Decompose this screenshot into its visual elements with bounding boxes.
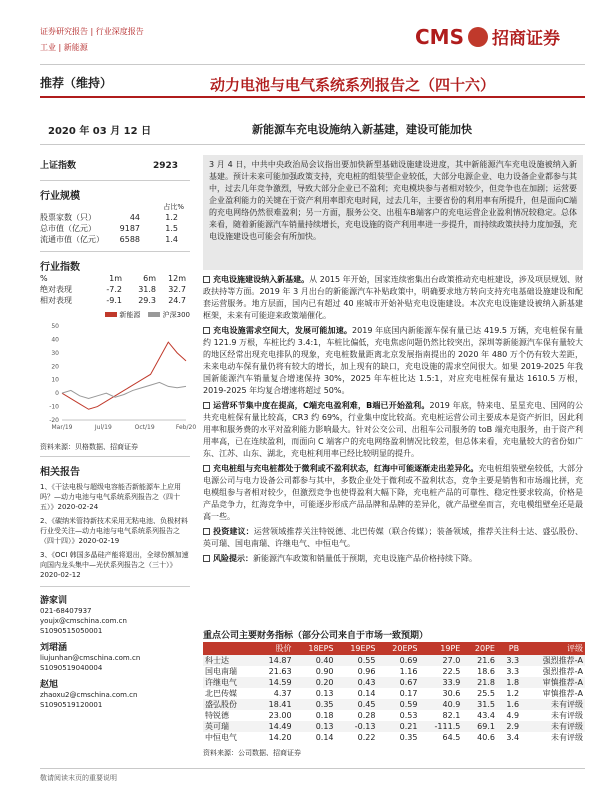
table-cell: 0.90 bbox=[315, 667, 334, 676]
table-cell: 33.9 bbox=[419, 677, 462, 688]
bullet-item bbox=[203, 325, 583, 397]
table-cell: 未有评级 bbox=[551, 711, 583, 720]
table-header-cell: 20EPS bbox=[377, 642, 419, 655]
chart-legend bbox=[40, 310, 190, 320]
industry-size-table bbox=[40, 212, 190, 245]
bullet-heading: 投资建议： bbox=[213, 527, 254, 536]
logo-circle-icon bbox=[468, 27, 488, 47]
table-cell: 3.3 bbox=[497, 655, 521, 666]
financial-table bbox=[203, 642, 585, 743]
table-title: 重点公司主要财务指标（部分公司来自于市场一致预期） bbox=[203, 631, 429, 641]
table-cell: 18.6 bbox=[477, 667, 495, 676]
bullet-heading: 充电设施需求空间大，发展可能加速。 bbox=[213, 326, 353, 335]
analyst-block bbox=[40, 677, 190, 710]
y-tick-label: 0 bbox=[55, 390, 59, 398]
related-list bbox=[40, 482, 190, 580]
table-cell: 43.4 bbox=[477, 711, 495, 720]
square-bullet-icon bbox=[203, 276, 210, 283]
table-cell: 69.1 bbox=[462, 721, 497, 732]
analyst-id: S1090519120001 bbox=[40, 701, 103, 709]
index-row bbox=[40, 160, 190, 172]
size-row bbox=[40, 223, 190, 234]
industry-size-title: 行业规模 bbox=[40, 191, 80, 202]
index-cell: 29.3 bbox=[138, 296, 156, 305]
table-cell: 0.35 bbox=[399, 733, 418, 742]
table-cell: 3.4 bbox=[506, 733, 520, 742]
table-cell: 未有评级 bbox=[521, 699, 585, 710]
divider bbox=[40, 456, 190, 457]
table-header-cell: 19EPS bbox=[336, 642, 378, 655]
analyst-block bbox=[40, 593, 190, 636]
table-row bbox=[203, 732, 585, 743]
index-head-cell: 6m bbox=[143, 274, 156, 283]
table-cell: 0.43 bbox=[336, 677, 378, 688]
table-cell: 40.6 bbox=[477, 733, 495, 742]
index-row bbox=[40, 295, 190, 306]
size-cell: 总市值（亿元） bbox=[40, 224, 96, 233]
table-cell: 0.40 bbox=[294, 655, 336, 666]
table-header-row bbox=[203, 642, 585, 655]
size-cell: 9187 bbox=[119, 224, 140, 233]
table-cell: 25.5 bbox=[477, 689, 495, 698]
table-cell: 4.9 bbox=[506, 711, 520, 720]
table-cell: 0.59 bbox=[377, 699, 419, 710]
table-cell: 审慎推荐-A bbox=[542, 689, 583, 698]
table-cell: 中恒电气 bbox=[205, 733, 237, 742]
table-cell: 14.20 bbox=[268, 733, 292, 742]
analyst-list bbox=[40, 593, 190, 710]
table-cell: 0.53 bbox=[399, 711, 418, 720]
table-row bbox=[203, 699, 585, 710]
series-line-0 bbox=[62, 342, 186, 409]
index-chart bbox=[40, 320, 197, 440]
y-tick-label: -20 bbox=[49, 417, 59, 424]
table-cell: 21.6 bbox=[462, 655, 497, 666]
bullet-item bbox=[203, 274, 583, 322]
table-header-cell bbox=[203, 642, 255, 655]
index-cell: 31.8 bbox=[138, 285, 156, 294]
bullet-item bbox=[203, 526, 583, 550]
table-cell: 强烈推荐-A bbox=[521, 655, 585, 666]
bullet-item bbox=[203, 463, 583, 523]
size-cell: 1.2 bbox=[165, 213, 178, 222]
rating: 推荐（维持） bbox=[40, 76, 113, 90]
index-row bbox=[40, 284, 190, 295]
table-cell: 3.3 bbox=[506, 667, 520, 676]
table-cell: 14.49 bbox=[255, 721, 294, 732]
x-tick-label: Jul/19 bbox=[94, 424, 112, 431]
summary-box: 3 月 4 日，中共中央政治局会议指出要加快新型基础设施建设进度，其中新能源汽车充电设施被纳入新基建。预计未来可能加强政策支持，充电桩的组装型企业较低，大部分电源企业、电力设备企业都参与其中，过去几年竞争激烈，导致大部分企业已不盈利；充电模块参与者相对较少，但竞争也在加剧；运营要企业盈利能力的关键在于资产利用率即充电时间，过去几年，主要省份的利用率有所提升，但是面向C端的充电网络仍然很难盈利；另一方面，服务公交、出租车B端客户的充电运营企业盈利情况较稳定。总体来看，随着新能源汽车销量持续增长，充电设施的资产利用率进一步提升，而持续政策扶持力度加强，充电设施建设也可能会有所加快。 bbox=[203, 155, 583, 270]
y-tick-label: 30 bbox=[51, 349, 59, 357]
square-bullet-icon bbox=[203, 555, 210, 562]
table-cell: 14.87 bbox=[255, 655, 294, 666]
index-table-head bbox=[40, 273, 190, 284]
size-cell: 1.4 bbox=[165, 235, 178, 244]
footer-divider bbox=[40, 768, 585, 769]
logo-text: 招商证券 bbox=[491, 29, 560, 49]
table-cell: 0.13 bbox=[315, 689, 334, 698]
brand-logo bbox=[415, 24, 560, 49]
index-cell: 绝对表现 bbox=[40, 285, 72, 294]
table-cell: 21.63 bbox=[268, 667, 292, 676]
y-tick-label: 10 bbox=[51, 376, 59, 384]
divider bbox=[40, 144, 585, 145]
table-cell: 0.22 bbox=[357, 733, 376, 742]
related-item: 3、《OCI 韩国多晶硅产能将退出，全球份额加速向国内龙头集中—光伏系列报告之（三十）》2020-02-12 bbox=[40, 551, 189, 579]
table-cell: 21.8 bbox=[462, 677, 497, 688]
x-tick-label: Oct/19 bbox=[134, 424, 155, 431]
table-cell: 0.14 bbox=[315, 733, 334, 742]
analyst-email: liujunhan@cmschina.com.cn bbox=[40, 654, 141, 662]
bullet-heading: 运营环节集中度在提高，C端充电盈利难，B端已开始盈利。 bbox=[213, 401, 430, 410]
table-cell: 0.28 bbox=[357, 711, 376, 720]
report-title: 动力电池与电气系统系列报告之（四十六） bbox=[210, 76, 496, 94]
table-header-cell: PB bbox=[497, 642, 521, 655]
share-head: 占比% bbox=[163, 203, 184, 211]
bullet-text: 充电桩组装壁垒较低，大部分电源公司与电力设备公司都参与其中，多数企业处于微利或不盈利状态，竞争主要是销售和市场端比拼，充电模组参与者相对较少，但激烈竞争也使得盈利大幅下降，充电桩产品的可靠性、稳定性要求较高，价格是产品竞争力，红海竞争中，可能逐步形成产品品牌和品牌的差异化，就产品壁垒而言，充电模组壁垒还是最高一些。 bbox=[203, 464, 584, 521]
footer-note: 敬请阅读末页的重要说明 bbox=[40, 774, 117, 782]
table-row bbox=[203, 721, 585, 732]
index-head-cell: % bbox=[40, 274, 48, 283]
table-cell: 2.9 bbox=[497, 721, 521, 732]
bullet-item bbox=[203, 553, 583, 565]
table-cell: -0.13 bbox=[336, 721, 378, 732]
chart-source: 资料来源：贝格数据、招商证券 bbox=[40, 443, 138, 451]
analyst-phone: 021-68407937 bbox=[40, 607, 92, 615]
title-divider bbox=[40, 96, 585, 98]
table-cell: 0.55 bbox=[336, 655, 378, 666]
legend-item: 沪深300 bbox=[148, 310, 190, 320]
analyst-email: zhaoxu2@cmschina.com.cn bbox=[40, 691, 138, 699]
analyst-name: 游家训 bbox=[40, 596, 68, 606]
table-cell: 特锐德 bbox=[205, 711, 229, 720]
related-item: 1、《干法电极与超级电容能否新能源车上应用吗？—动力电池与电气系统系列报告之（四十五）》2020-02-24 bbox=[40, 483, 181, 511]
table-cell: 0.35 bbox=[294, 699, 336, 710]
bullet-text: 从 2015 年开始，国家连续密集出台政策推动充电桩建设，涉及项层规划、财政扶持等方面。2019 年 3 月出台的新能源汽车补贴政策中，明确要求地方转向支持充电基础设施建设和配套运营服务。地方层面，国内已有超过 40 座城市开始补贴充电设施建设。本次充电设施建设被纳入新基建框架，未来有可能迎来政策端催化。 bbox=[203, 275, 584, 320]
table-cell: 未有评级 bbox=[551, 733, 583, 742]
table-cell: 23.00 bbox=[268, 711, 292, 720]
table-row bbox=[203, 655, 585, 666]
bullet-heading: 充电设施建设纳入新基建。 bbox=[213, 275, 310, 284]
x-tick-label: Feb/20 bbox=[175, 424, 197, 431]
table-cell: 0.67 bbox=[377, 677, 419, 688]
square-bullet-icon bbox=[203, 327, 210, 334]
table-cell: 1.8 bbox=[497, 677, 521, 688]
size-cell: 1.5 bbox=[165, 224, 178, 233]
table-cell: 64.5 bbox=[442, 733, 461, 742]
table-cell: 0.45 bbox=[336, 699, 378, 710]
table-header-cell: 20PE bbox=[462, 642, 497, 655]
square-bullet-icon bbox=[203, 402, 210, 409]
index-cell: 32.7 bbox=[168, 285, 186, 294]
table-row bbox=[203, 677, 585, 688]
table-cell: 盛弘股份 bbox=[203, 699, 255, 710]
table-cell: 科士达 bbox=[203, 655, 255, 666]
size-row bbox=[40, 212, 190, 223]
table-cell: 14.59 bbox=[255, 677, 294, 688]
y-tick-label: 40 bbox=[51, 336, 59, 344]
index-value: 2923 bbox=[152, 161, 178, 171]
table-cell: 82.1 bbox=[442, 711, 461, 720]
table-cell: 北巴传媒 bbox=[205, 689, 237, 698]
analyst-email: youjx@cmschina.com.cn bbox=[40, 617, 127, 625]
table-row bbox=[203, 688, 585, 699]
table-cell: 40.9 bbox=[419, 699, 462, 710]
table-cell: 英可瑞 bbox=[203, 721, 255, 732]
legend-item: 新能源 bbox=[105, 310, 140, 320]
analyst-name: 刘珺涵 bbox=[40, 643, 68, 653]
sidebar bbox=[40, 160, 197, 714]
divider bbox=[40, 251, 190, 252]
industry-index-table bbox=[40, 284, 190, 306]
y-tick-label: 20 bbox=[51, 363, 59, 371]
table-row bbox=[203, 666, 585, 677]
y-tick-label: 50 bbox=[51, 323, 59, 330]
size-row bbox=[40, 234, 190, 245]
table-header-cell: 18EPS bbox=[294, 642, 336, 655]
table-cell: 31.5 bbox=[462, 699, 497, 710]
report-date: 2020 年 03 月 12 日 bbox=[48, 126, 152, 137]
table-cell: 0.13 bbox=[294, 721, 336, 732]
analyst-name: 赵旭 bbox=[40, 680, 59, 690]
table-header-cell: 19PE bbox=[419, 642, 462, 655]
index-head-cell: 1m bbox=[109, 274, 122, 283]
table-cell: 30.6 bbox=[442, 689, 461, 698]
size-cell: 流通市值（亿元） bbox=[40, 235, 104, 244]
table-header-cell: 评级 bbox=[521, 642, 585, 655]
square-bullet-icon bbox=[203, 465, 210, 472]
analyst-id: S1090515050001 bbox=[40, 627, 103, 635]
table-cell: 1.16 bbox=[399, 667, 418, 676]
table-row bbox=[203, 710, 585, 721]
related-item: 2、《碳纳米管持新技术采用无粘电池、负极材料行业受关注—动力电池与电气系统系列报告之（四十四）》2020-02-19 bbox=[40, 517, 188, 545]
table-cell: 未有评级 bbox=[521, 721, 585, 732]
report-type: 证券研究报告 | 行业深度报告 bbox=[40, 27, 144, 36]
bullet-text: 运营领域推荐关注特锐德、北巴传媒（联合传媒）；装备领域，推荐关注科士达、盛弘股份、英可瑞、国电南瑞、许继电气、中恒电气。 bbox=[203, 527, 584, 548]
table-source: 资料来源：公司数据、招商证券 bbox=[203, 749, 301, 757]
table-cell: 27.0 bbox=[419, 655, 462, 666]
table-cell: 0.21 bbox=[377, 721, 419, 732]
table-cell: -111.5 bbox=[419, 721, 462, 732]
y-tick-label: -10 bbox=[49, 403, 59, 411]
table-cell: 4.37 bbox=[273, 689, 292, 698]
index-cell: -7.2 bbox=[106, 285, 122, 294]
size-cell: 股票家数（只） bbox=[40, 213, 96, 222]
bullet-text: 2019 年底国内新能源车保有量已达 419.5 万辆，充电桩保有量约 121.9 万根，车桩比约 3.4:1，车桩比偏低，充电焦虑问题仍然比较突出，深圳等新能源汽车保有量较大的地区经常出现充电排队的现象，充电桩数量距离北京发展指南提出的 2020 年 480 万个仍有较大差距，未来电动车保有量仍将有较大的增长，加上现有的缺口，充电设施的需求空间很大。如果 2019-2025 年我国新能源汽车销量复合增速保持 30%，2025 年车桩比达 1.5:1，对应充电桩保有量达 1610.5 万根，2019-2025 年均复合增速将超过 50%。 bbox=[203, 326, 583, 395]
bullet-text: 新能源汽车政策和销量低于预期，充电设施产品价格持续下降。 bbox=[253, 554, 477, 563]
table-cell: 国电南瑞 bbox=[205, 667, 237, 676]
index-head-cell: 12m bbox=[168, 274, 186, 283]
divider bbox=[40, 586, 190, 587]
table-cell: 0.69 bbox=[377, 655, 419, 666]
related-title: 相关报告 bbox=[40, 467, 80, 478]
table-header-cell: 股价 bbox=[255, 642, 294, 655]
table-cell: 0.17 bbox=[399, 689, 418, 698]
square-bullet-icon bbox=[203, 528, 210, 535]
divider bbox=[40, 180, 190, 181]
table-cell: 1.6 bbox=[497, 699, 521, 710]
table-cell: 许继电气 bbox=[203, 677, 255, 688]
table-cell: 1.2 bbox=[506, 689, 520, 698]
bullet-item bbox=[203, 400, 583, 460]
index-cell: 相对表现 bbox=[40, 296, 72, 305]
index-label: 上证指数 bbox=[40, 161, 77, 171]
table-cell: 0.20 bbox=[294, 677, 336, 688]
subtitle: 新能源车充电设施纳入新基建，建设可能加快 bbox=[252, 123, 472, 136]
table-cell: 18.41 bbox=[255, 699, 294, 710]
bullet-heading: 充电桩组与充电桩都处于微利或不盈利状态，红海中可能逐渐走出差异化。 bbox=[213, 464, 479, 473]
size-cell: 44 bbox=[129, 213, 140, 222]
table-cell: 0.96 bbox=[357, 667, 376, 676]
index-cell: 24.7 bbox=[168, 296, 186, 305]
table-cell: 0.18 bbox=[315, 711, 334, 720]
industry-index-title: 行业指数 bbox=[40, 262, 80, 273]
divider bbox=[40, 64, 585, 65]
bullet-list bbox=[203, 274, 583, 568]
analyst-block bbox=[40, 640, 190, 673]
sector-tag: 工业 | 新能源 bbox=[40, 43, 88, 52]
table-cell: 0.14 bbox=[357, 689, 376, 698]
size-cell: 6588 bbox=[119, 235, 140, 244]
bullet-text: 2019 年底，特来电、星星充电、国网的公共充电桩保有量比较高，CR3 约 69%，行业集中度比较高。充电桩运营公司主要成本是资产折旧，因此利用率和服务费的水平对盈利能力影响最大。针对公交公司、出租车公司服务的 toB 端充电服务，由于资产利用率高，已在连续盈利，而面向 C 端客户的充电网络盈利情况比较差，但总体来看，充电量较大的省份如广东、江苏、山东、湖北，充电桩利用率已经比较明显的提升。 bbox=[203, 401, 584, 458]
index-cell: -9.1 bbox=[106, 296, 122, 305]
table-cell: 强烈推荐-A bbox=[542, 667, 583, 676]
x-tick-label: Mar/19 bbox=[51, 424, 73, 431]
analyst-id: S1090519040004 bbox=[40, 664, 103, 672]
table-cell: 22.5 bbox=[442, 667, 461, 676]
logo-cms: CMS bbox=[415, 24, 464, 49]
table-cell: 审慎推荐-A bbox=[521, 677, 585, 688]
bullet-heading: 风险提示： bbox=[213, 554, 253, 563]
